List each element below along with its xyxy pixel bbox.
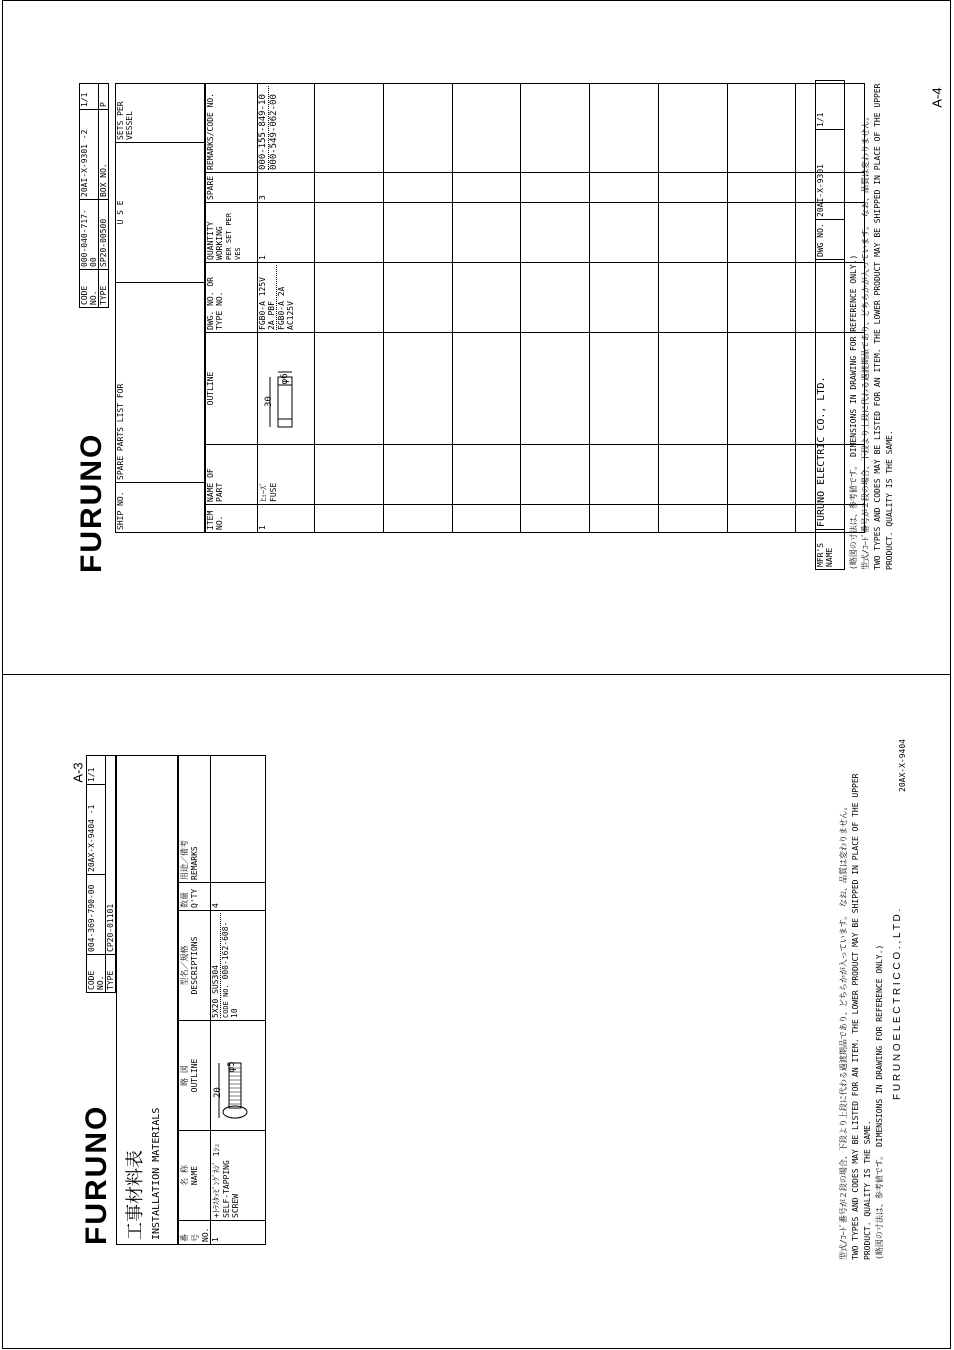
mfr-label: MFR'S NAME [816,530,845,570]
col-desc [179,911,211,1021]
row-name-jp: ﾋｭｰｽﾞ [259,482,268,502]
code-label: CODE NO. [222,984,230,1018]
col-outline [179,1021,211,1131]
col-name [179,1131,211,1221]
col-remarks [179,756,211,883]
doc-code: 20AI-X-9301 -2 [80,110,99,200]
doc-code: 20AX-X-9404 -1 [87,785,106,875]
row-name-en: SELF-TAPPING SCREW [222,1160,240,1218]
row-name-jp: +ﾄﾗｽﾀｯﾋﾟﾝｸﾞﾈｼﾞ 1ｼｭ [212,1143,221,1218]
type-value: SP20-00500 [99,200,109,270]
col-name: NAME OF PART [206,445,258,505]
per-set-label: PER SET [225,230,233,260]
row-dwg-2: FGB0-A 2A AC125V [276,265,295,330]
col-qty [179,883,211,911]
col-no-jp: 番 号 [180,1234,200,1242]
title-en: INSTALLATION MATERIALS [151,1107,162,1240]
screw-drawing-icon [211,1028,251,1128]
note-types-jp: 型式/ｺｰﾄﾞ番号が２段の場合、下段より上段に代わる過渡期品であり、どちらかが入っています。 なお、品質は変わりません。 [861,112,870,570]
page-label: A-4 [929,87,945,108]
screw-length: 20 [213,1087,223,1098]
dwg-no-label: DWG NO. [816,220,845,260]
box-no-label: BOX NO. [99,110,109,200]
row-code-1: 000-155-849-10 [258,94,268,170]
type-label: TYPE [99,270,109,308]
note-types-jp: 型式/ｺｰﾄﾞ番号が２段の場合、下段より上段に代わる過渡期品であり、どちらかが入っています。 なお、品質は変わりません。 [839,802,848,1260]
row-qty: 4 [211,883,266,911]
spare-parts-sheet [75,83,865,573]
note-types-en: TWO TYPES AND CODES MAY BE LISTED FOR AN ITEM. THE LOWER PRODUCT MAY BE SHIPPED IN PLACE OF THE UPPER PRODUCT. QUALITY IS THE SAME. [873,83,894,570]
note-dimensions: (略図の寸法は、参考値です。 DIMENSIONS IN DRAWING FOR REFERENCE ONLY.) [849,254,858,570]
a4-notes [848,80,896,570]
quantity-label: QUANTITY [206,221,215,260]
code-no-label: CODE NO. [80,270,99,308]
row-item: 1 [258,505,315,533]
col-quantity [206,203,258,263]
furuno-logo: FURUNO [75,432,108,573]
screw-diameter: φ5 [227,1061,237,1073]
code-no: 000-040-717-00 [80,200,99,270]
mfr-name: FURUNO ELECTRIC CO., LTD. [816,260,845,530]
row-desc-value: 5X20 SUS304 [211,965,220,1018]
fuse-diameter: φ6 [280,373,290,385]
sets-per-vessel: SETS PER VESSEL [116,84,205,143]
note-dimensions: (略図の寸法は、参考値です。 DIMENSIONS IN DRAWING FOR REFERENCE ONLY.) [875,944,884,1260]
col-remarks-jp: 用途／備考 [180,840,189,880]
row-name [211,1131,266,1221]
row-code-2: 000-549-062-00 [268,86,279,170]
col-desc-en: DESCRIPTIONS [190,936,199,995]
col-remarks: REMARKS/CODE NO. [206,84,258,173]
row-remarks [211,756,266,883]
col-outline-jp: 略 図 [180,1065,189,1086]
col-dwg: DWG. NO. OR TYPE NO. [206,263,258,333]
page-frac: 1/1 [87,756,106,785]
note-types-en: TWO TYPES AND CODES MAY BE LISTED FOR AN ITEM. THE LOWER PRODUCT MAY BE SHIPPED IN PLACE OF THE UPPER PRODUCT. QUALITY IS THE SAME. [851,773,872,1260]
row-name [258,445,315,505]
fuse-drawing-icon [258,342,302,442]
ship-no-label: SHIP NO. [116,483,205,533]
title-jp: 工事材料表 [125,1150,146,1240]
col-outline-en: OUTLINE [190,1058,199,1093]
title-block [116,755,178,1245]
row-code [220,913,239,1018]
col-remarks-en: REMARKS [190,846,199,880]
col-qty-en: Q'TY [190,888,199,908]
installation-sheet [80,755,270,1245]
dwg-no: 20AI-X-9301 [816,130,845,220]
row-dwg-1: FGB0-A 125V 2A PBF [258,277,276,330]
row-no: 1 [211,1221,266,1245]
mfr-footer [815,80,847,570]
col-no-en: NO. [201,1227,210,1242]
fuse-outline [258,333,315,445]
working-label: WORKING [215,226,224,260]
fuse-length: 30 [264,396,274,407]
col-name-en: NAME [190,1165,199,1186]
header-codes [79,83,109,308]
col-desc-jp: 型名／規格 [180,945,189,986]
col-no [179,1221,211,1245]
col-qty-jp: 数量 [180,892,189,908]
furuno-logo: FURUNO [80,1104,113,1245]
box-no: P [99,84,109,110]
code-no-label: CODE NO. [87,955,106,993]
footer-frac: 1/1 [816,81,845,130]
ship-header [115,83,205,533]
col-outline: OUTLINE [206,333,258,445]
a3-notes [838,740,904,1260]
code-value: 000-162-608-10 [221,921,239,1018]
header-codes [86,755,116,993]
page-frac: 1/1 [80,84,99,110]
per-ves-label: PER VES [225,213,242,260]
row-dwg [258,263,315,333]
row-name-en: FUSE [269,482,278,502]
screw-outline [211,1021,266,1131]
row-spare: 3 [258,173,315,203]
company-name: F U R U N O E L E C T R I C C O . , L T D . [892,908,903,1100]
materials-table [178,755,266,1245]
type-value: CP20-01101 [106,756,116,955]
doc-ref: 20AX-X-9404 [898,739,907,792]
type-label: TYPE [106,955,116,993]
page-label: A-3 [70,762,86,783]
code-no: 004-369-790-00 [87,875,106,955]
col-item: ITEM NO. [206,505,258,533]
use-label: U S E [116,143,205,283]
page-divider [2,674,951,675]
row-desc [211,911,266,1021]
parts-table [205,83,865,533]
col-spare: SPARE [206,173,258,203]
col-name-jp: 名 称 [180,1165,189,1186]
row-per-set: 1 [258,203,315,263]
row-codes [258,84,315,173]
list-title: SPARE PARTS LIST FOR [116,283,205,483]
